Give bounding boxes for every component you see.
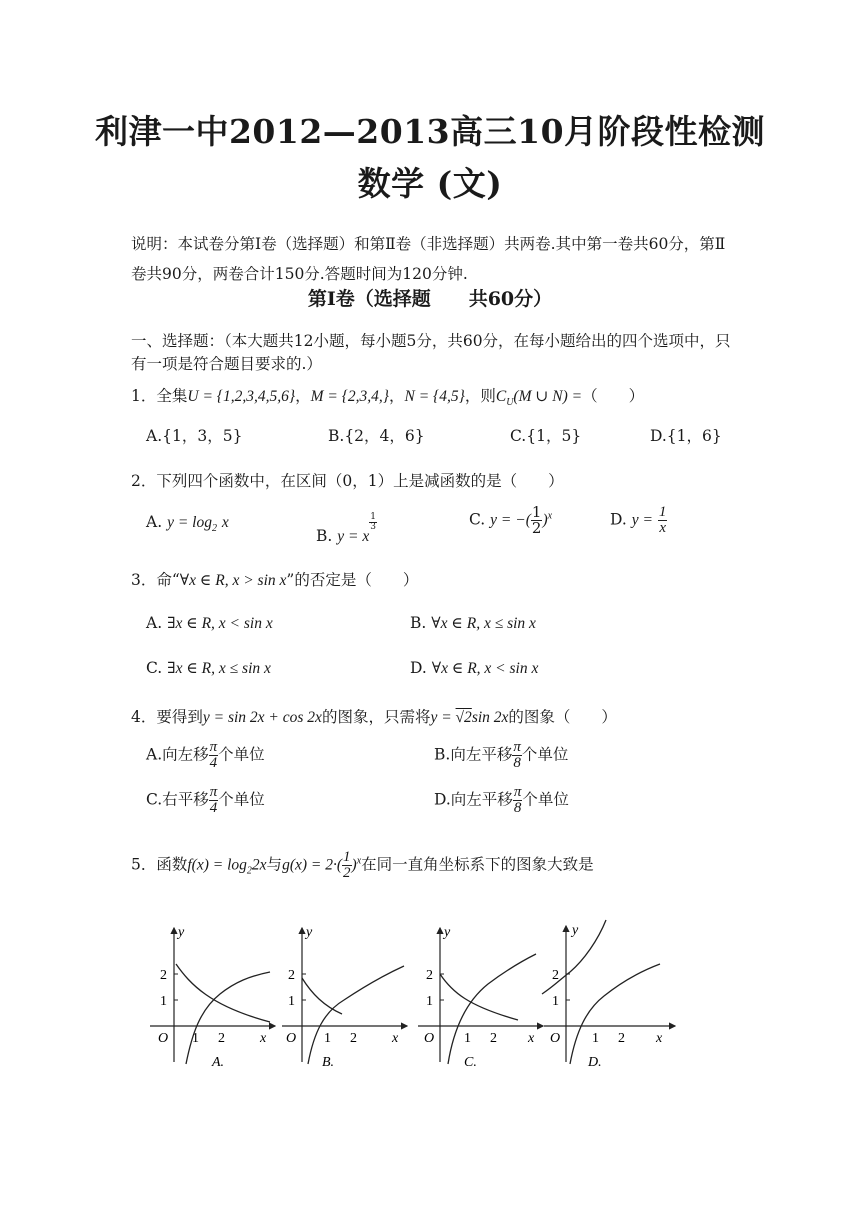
- q2-c-exp: x: [547, 510, 553, 522]
- q4-a-unit: 个单位: [218, 745, 265, 764]
- q4-c-unit: 个单位: [218, 790, 265, 809]
- q5-d-y-axis: y: [572, 923, 579, 938]
- q1-sep2: ，: [388, 387, 405, 405]
- q5-b-tick-y1: 1: [288, 994, 295, 1009]
- q1-set-m: M = {2,3,4,}: [310, 388, 389, 405]
- q5-a-tick-x2: 2: [218, 1031, 225, 1046]
- q5-d-origin: O: [550, 1031, 561, 1046]
- q4-d-unit: 个单位: [522, 790, 569, 809]
- section-title: 第Ⅰ卷（选择题 共60分）: [307, 288, 553, 310]
- q5-d-tick-x2: 2: [618, 1031, 625, 1046]
- q4-b-den: 8: [513, 755, 521, 771]
- q5-g-exp: x: [356, 855, 362, 867]
- q1-sep1: ，: [295, 387, 311, 405]
- q5-b-y-axis: y: [306, 925, 313, 940]
- q3-option-d: [410, 659, 538, 678]
- q2-d-fraction: [658, 505, 668, 536]
- q4-a-text: A.向左移: [146, 745, 209, 764]
- q2-a-sub: 2: [211, 523, 217, 535]
- q5-a-tick-y2: 2: [160, 968, 167, 983]
- q1-set-u: U = {1,2,3,4,5,6}: [187, 388, 296, 405]
- q1-paren: （ ）: [582, 387, 645, 405]
- q5-graphs: [140, 914, 680, 1074]
- q4-math2-b: sin 2x: [471, 709, 509, 726]
- q5-g-fraction: [342, 850, 352, 881]
- q3-a-label: A.: [146, 614, 163, 632]
- q3-math: ∀x ∈ R, x > sin x: [179, 572, 287, 589]
- q4-math1: y = sin 2x + cos 2x: [202, 709, 322, 726]
- q3-option-a: [146, 614, 273, 633]
- q5-g-den: 2: [343, 865, 351, 881]
- q2-d-num: 1: [658, 504, 667, 520]
- q3-d-label: D.: [410, 659, 427, 677]
- q2-b-math: y = x: [337, 528, 370, 545]
- q4-d-num: π: [513, 784, 522, 800]
- q5-text-c: 在同一直角坐标系下的图象大致是: [361, 855, 594, 874]
- q5-c-origin: O: [424, 1031, 435, 1046]
- q4-c-text: C.右平移: [146, 790, 209, 809]
- q5-b-x-axis: x: [392, 1031, 399, 1046]
- question-1-stem: [131, 384, 644, 408]
- q5-a-tick-y1: 1: [160, 994, 167, 1009]
- q5-d-label: D.: [588, 1055, 602, 1070]
- q4-option-d: [434, 785, 569, 816]
- q2-c-label: C.: [469, 510, 486, 529]
- q1-option-b: B.{2，4，6}: [328, 427, 425, 445]
- q5-c-y-axis: y: [444, 925, 451, 940]
- q4-math2-a: y =: [430, 709, 456, 726]
- q5-graph-a: [150, 925, 275, 1070]
- q4-b-fraction: [512, 740, 522, 771]
- q5-a-origin: O: [158, 1031, 169, 1046]
- q2-a-var: x: [221, 514, 229, 531]
- question-2-stem: 2．下列四个函数中，在区间（0，1）上是减函数的是（ ）: [131, 472, 564, 490]
- q2-option-c: [469, 505, 552, 536]
- q2-b-label: B.: [316, 527, 333, 545]
- q5-b-tick-x2: 2: [350, 1031, 357, 1046]
- q5-c-label: C.: [464, 1055, 477, 1070]
- q2-d-den: x: [659, 520, 666, 536]
- q4-b-unit: 个单位: [521, 745, 569, 764]
- question-4-stem: [131, 705, 617, 727]
- q1-text-b: ，则: [464, 387, 496, 405]
- q3-c-label: C.: [146, 659, 163, 677]
- q2-b-exponent: [369, 513, 377, 532]
- q4-d-text: D.向左平移: [434, 790, 513, 809]
- question-5-stem: [131, 850, 594, 881]
- q5-c-x-axis: x: [528, 1031, 535, 1046]
- q4-sqrt2: √2: [455, 709, 472, 726]
- q5-d-x-axis: x: [656, 1031, 663, 1046]
- q4-text-c: 的图象（ ）: [508, 708, 617, 726]
- q2-b-exp-num: 1: [370, 512, 376, 522]
- exam-title: 利津一中2012—2013高三10月阶段性检测: [94, 112, 766, 151]
- q1-option-c: C.{1，5}: [510, 427, 582, 445]
- q4-a-fraction: [209, 740, 219, 771]
- q1-expr: C: [495, 388, 507, 405]
- q2-c-den: 2: [531, 519, 542, 537]
- q2-option-a: [146, 513, 229, 534]
- q5-text-a: 5．函数: [131, 855, 188, 874]
- q5-a-x-axis: x: [260, 1031, 267, 1046]
- q2-d-math: y =: [631, 511, 653, 529]
- q3-option-b: [410, 614, 536, 633]
- q5-b-origin: O: [286, 1031, 297, 1046]
- q2-c-fraction: [531, 505, 543, 536]
- q5-f-math: f(x) = log: [187, 856, 247, 874]
- q4-option-c: [146, 785, 265, 816]
- q5-c-tick-x1: 1: [464, 1031, 471, 1046]
- q2-c-math: y = −(: [490, 511, 531, 529]
- q1-text-a: 1．全集: [131, 387, 188, 405]
- q1-option-a: A.{1，3，5}: [146, 427, 243, 445]
- q3-c-math: ∃x ∈ R, x ≤ sin x: [167, 660, 271, 677]
- q2-option-d: [610, 505, 667, 536]
- q2-d-label: D.: [610, 510, 627, 529]
- question-3-stem: [131, 568, 418, 590]
- q5-c-tick-y1: 1: [426, 994, 433, 1009]
- q4-a-num: π: [209, 739, 218, 755]
- exam-subject: 数学 (文): [357, 164, 503, 203]
- q3-b-math: ∀x ∈ R, x ≤ sin x: [431, 615, 536, 632]
- q2-b-exp-den: 3: [370, 522, 376, 532]
- q4-c-den: 4: [209, 800, 218, 816]
- q5-g-num: 1: [343, 849, 351, 865]
- q4-text-b: 的图象，只需将: [321, 708, 431, 726]
- q5-a-y-axis: y: [178, 925, 185, 940]
- q5-graph-b: [282, 925, 407, 1070]
- q1-expr-sub: U: [506, 397, 514, 409]
- q4-d-den: 8: [513, 800, 522, 816]
- q5-c-tick-x2: 2: [490, 1031, 497, 1046]
- q3-option-c: [146, 659, 271, 678]
- q1-expr-rest: (M ∪ N) =: [513, 388, 583, 405]
- q5-b-tick-y2: 2: [288, 968, 295, 983]
- q4-d-fraction: [513, 785, 523, 816]
- q3-a-math: ∃x ∈ R, x < sin x: [167, 615, 273, 632]
- q3-d-math: ∀x ∈ R, x < sin x: [431, 660, 539, 677]
- q2-c-close: ): [542, 511, 548, 529]
- q4-b-text: B.向左平移: [434, 745, 513, 764]
- q5-g-close: ): [351, 856, 357, 874]
- q5-c-tick-y2: 2: [426, 968, 433, 983]
- q4-a-den: 4: [209, 755, 218, 771]
- q5-d-tick-y2: 2: [552, 968, 559, 983]
- q1-set-n: N = {4,5}: [404, 388, 465, 405]
- q5-graph-c: [418, 925, 543, 1070]
- q4-text-a: 4．要得到: [131, 708, 203, 726]
- q5-f-sub: 2: [246, 865, 252, 877]
- q3-b-label: B.: [410, 614, 427, 632]
- q5-b-label: B.: [322, 1055, 335, 1070]
- q5-graph-d: [542, 920, 675, 1070]
- q4-option-a: [146, 740, 265, 771]
- q4-option-b: [434, 740, 568, 771]
- q5-text-b: 与: [266, 855, 283, 874]
- q4-c-num: π: [209, 784, 218, 800]
- section-heading: 一、选择题：（本大题共12小题，每小题5分，共60分，在每小题给出的四个选项中，只有一项是符合题目要求的.）: [131, 332, 731, 373]
- q2-c-num: 1: [531, 503, 542, 521]
- q5-d-tick-y1: 1: [552, 994, 559, 1009]
- q2-a-label: A.: [146, 513, 163, 531]
- q5-a-label: A.: [212, 1055, 225, 1070]
- q4-b-num: π: [513, 739, 521, 755]
- q2-a-math: y = log: [167, 514, 212, 531]
- q2-option-b: [316, 513, 377, 546]
- q5-d-tick-x1: 1: [592, 1031, 599, 1046]
- q5-a-tick-x1: 1: [192, 1031, 199, 1046]
- q4-c-fraction: [209, 785, 219, 816]
- q1-option-d: D.{1，6}: [650, 427, 722, 445]
- q5-f-rest: 2x: [251, 856, 267, 874]
- q3-text-a: 3．命“: [131, 571, 180, 589]
- q3-text-b: ”的否定是（ ）: [286, 571, 419, 589]
- q5-g-math: g(x) = 2·(: [282, 856, 343, 874]
- instructions-note: 说明：本试卷分第Ⅰ卷（选择题）和第Ⅱ卷（非选择题）共两卷.其中第一卷共60分，第Ⅱ卷共90分，两卷合计150分.答题时间为120分钟.: [131, 235, 726, 283]
- q5-b-tick-x1: 1: [324, 1031, 331, 1046]
